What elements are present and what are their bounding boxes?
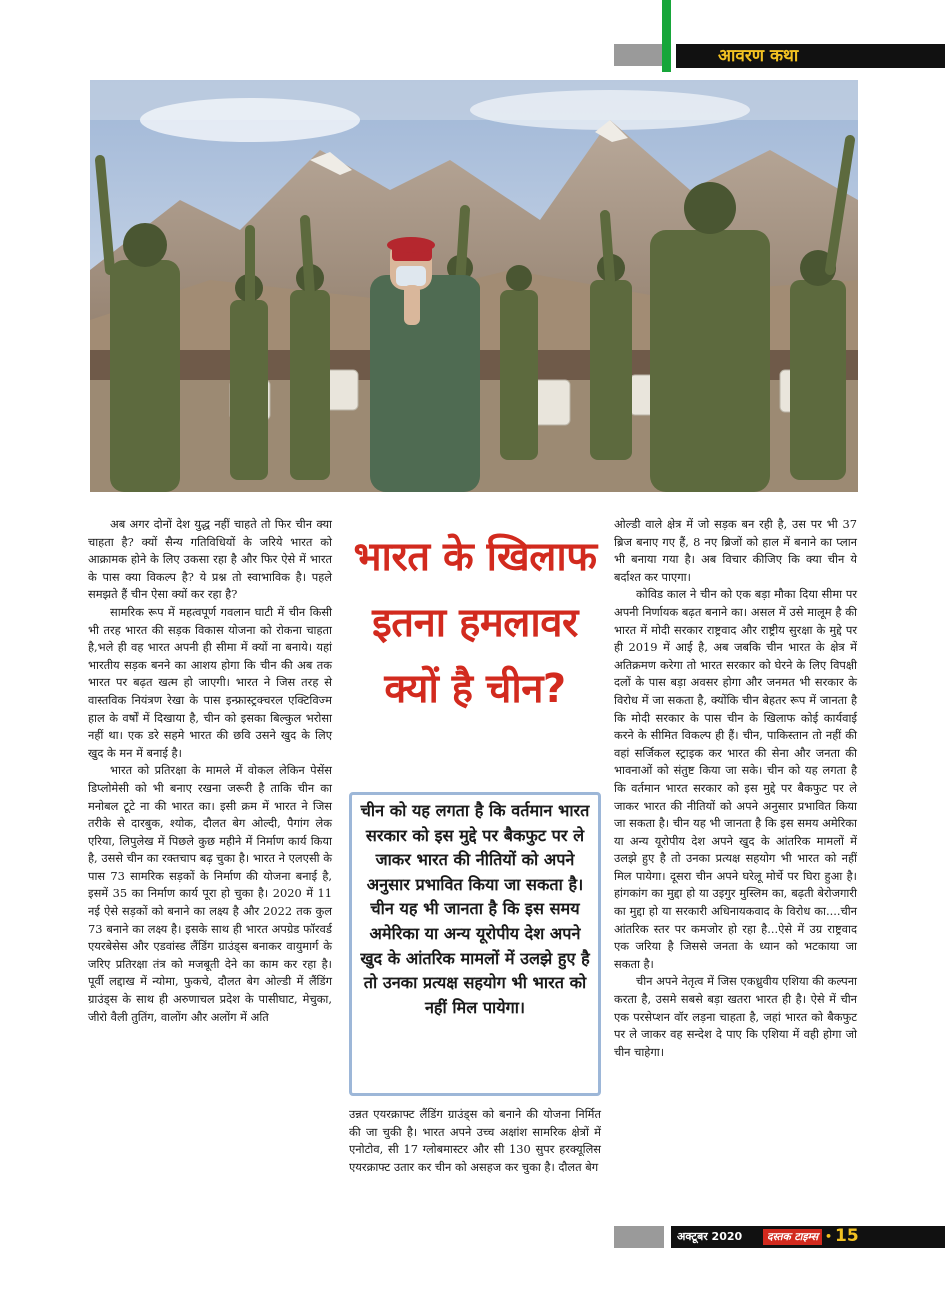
- page-number: 15: [835, 1226, 859, 1246]
- header-gray-bar: [614, 44, 664, 66]
- article-column-1: [88, 516, 332, 1026]
- footer-separator: •: [825, 1230, 833, 1243]
- article-column-3: [614, 516, 857, 1061]
- section-label: आवरण कथा: [718, 46, 799, 66]
- footer-bar: [671, 1226, 945, 1248]
- paragraph: अब अगर दोनों देश युद्ध नहीं चाहते तो फिर चीन क्या चाहता है? क्यों सैन्य गतिविधियों के जरिये भारत को आक्रामक होने के लिए उकसा रहा है और फिर ऐसे में भारत के पास क्या विकल्प है? ये प्रश्न तो स्वाभाविक है। पहले समझते हैं चीन ऐसा क्यों कर रहा है?: [88, 517, 332, 602]
- paragraph: भारत को प्रतिरक्षा के मामले में वोकल लेकिन पेसेंस डिप्लोमेसी को भी बनाए रखना जरूरी है ताकि चीन का मनोबल टूटे ना की भारत का। इसी क्रम में भारत ने जिस तरीके से दारबुक, श्योक, दौलत बेग ओल्दी, पैगांग लेक एरिया, लिपुलेख में पिछले कुछ महीने में निर्माण कार्य किया है, उससे चीन का रक्तचाप बढ़ चुका है। भारत ने एलएसी के पास 73 सामरिक सड़कों के निर्माण की योजना बनाई है, इसमें 35 का निर्माण कार्य पूरा हो चुका है। 2020 में 11 नई ऐसे सड़कों को बनाने का लक्ष्य है और 2022 तक कुल 73 बनाने का लक्ष्य है। इसके साथ ही भारत अपग्रेड फॉरवर्ड एयरबेसेस और एडवांस्ड लैंडिंग ग्राउंड्स बनाकर वायुमार्ग के जरिए प्रतिरक्षा तंत्र को मजबूती देने का काम कर रहा है। पूर्वी लद्दाख में न्योमा, फुकचे, दौलत बेग ओल्डी में लैंडिंग ग्राउंड्स के साथ ही अरुणाचल प्रदेश के पासीघाट, मेचुका, जीरो वैली तुतिंग, वालोंग और अलोंग में अति: [88, 763, 332, 1024]
- footer-gray-bar: [614, 1226, 664, 1248]
- pull-quote: चीन को यह लगता है कि वर्तमान भारत सरकार को इस मुद्दे पर बैकफुट पर ले जाकर भारत की नीतियों को अपने अनुसार प्रभावित किया जा सकता है। चीन यह भी जानता है कि इस समय अमेरिका या अन्य यूरोपीय देश अपने खुद के आंतरिक मामलों में उलझे हुए है तो उनका प्रत्यक्ष सहयोग भी भारत को नहीं मिल पायेगा।: [349, 792, 601, 1096]
- paragraph: चीन अपने नेतृत्व में जिस एकध्रुवीय एशिया की कल्पना करता है, उसमे सबसे बड़ा खतरा भारत ही है। ऐसे में चीन एक परसेप्शन वॉर लड़ना चाहता है, जहां भारत को बैकफुट पर ले जाकर वह सन्देश दे पाए कि एशिया में वही होगा जो चीन चाहेगा।: [614, 974, 857, 1059]
- paragraph: ओल्डी वाले क्षेत्र में जो सड़क बन रही है, उस पर भी 37 ब्रिज बनाए गए हैं, 8 नए ब्रिजों को हाल में बनाने का प्लान भी बनाया गया है। अब विचार कीजिए कि क्या चीन ये बर्दाश्त कर पाएगा।: [614, 517, 857, 584]
- article-title: भारत के खिलाफ इतना हमलावर क्यों है चीन?: [353, 534, 597, 712]
- paragraph: कोविड काल ने चीन को एक बड़ा मौका दिया सीमा पर अपनी निर्णायक बढ़त बनाने का। असल में उसे मालूम है की भारत में मोदी सरकार राष्ट्रवाद और राष्ट्रीय सुरक्षा के मुद्दे पर ही 2019 में आई है, अब जबकि चीन भारत के क्षेत्र में अतिक्रमण करेगा तो भारत सरकार को घेरने के लिए विपक्षी दलों के पास बड़ा अवसर होगा और जनमत भी सरकार के विरोध में जा सकता है, क्योंकि चीन बेहतर रूप में जानता है कि मोदी सरकार के पास चीन के खिलाफ कोई कार्यवाई करने के सीमित विकल्प ही हैं। चीन, पाकिस्तान तो नहीं की वहां सर्जिकल स्ट्राइक कर भारत की सेना और जनता की भावनाओं को संतुष्ट किया जा सके। चीन को यह लगता है कि वर्तमान भारत सरकार को इस मुद्दे पर बैकफुट पर ले जाकर भारत की नीतियों को अपने अनुसार प्रभावित किया जा सकता है। चीन यह भी जानता है कि इस समय अमेरिका या अन्य यूरोपीय देश अपने खुद के आंतरिक मामलों में उलझे हुए है तो उनका प्रत्यक्ष सहयोग भी भारत को नहीं मिल पायेगा। दूसरा चीन अपने घरेलू मोर्चे पर घिरा हुआ है। हांगकांग का मुद्दा हो या उइगुर मुस्लिम का, बढ़ती बेरोजगारी का मुद्दा हो या सरकारी अधिनायकवाद के विरोध का....चीन आंतरिक स्तर पर कमजोर हो रहा है...ऐसे में उग्र राष्ट्रवाद एक जरिया है जिससे जनता के ध्यान को भटकाया जा सकता है।: [614, 587, 857, 971]
- article-column-2: [349, 1106, 601, 1176]
- header-green-rule: [662, 0, 671, 72]
- issue-date: अक्टूबर 2020: [677, 1230, 743, 1243]
- paragraph: उन्नत एयरक्राफ्ट लैंडिंग ग्राउंड्स को बनाने की योजना निर्मित की जा चुकी है। भारत अपने उच्च अक्षांश सामरिक क्षेत्रों में एनोटोव, सी 17 ग्लोबमास्टर और सी 130 सुपर हरक्यूलिस एयरक्राफ्ट उतार कर चीन को असहज कर चुका है। दौलत बेग: [349, 1107, 601, 1174]
- section-label-box: [676, 44, 945, 68]
- article-photo: [90, 80, 858, 492]
- magazine-logo: दस्तक टाइम्स: [763, 1229, 822, 1245]
- paragraph: सामरिक रूप में महत्वपूर्ण गवलान घाटी में चीन किसी भी तरह भारत की सड़क विकास योजना को रोकना चाहता है,भले ही वह भारत अपनी ही सीमा में क्यों ना बनाये। यहां भारतीय सड़क बनने का आशय होगा कि चीन की अब तक भारत पर बढ़त खत्म हो जाएगी। भारत ने जिस तरह से वास्तविक नियंत्रण रेखा के पास इन्फ्रास्ट्रक्चरल एक्टिविज्म हाल के वर्षों में दिखाया है, चीन को इसका बिल्कुल भरोसा नहीं था। एक डरे सहमे भारत की छवि उसने खुद के लिए खुद के मन में बनाई है।: [88, 604, 332, 760]
